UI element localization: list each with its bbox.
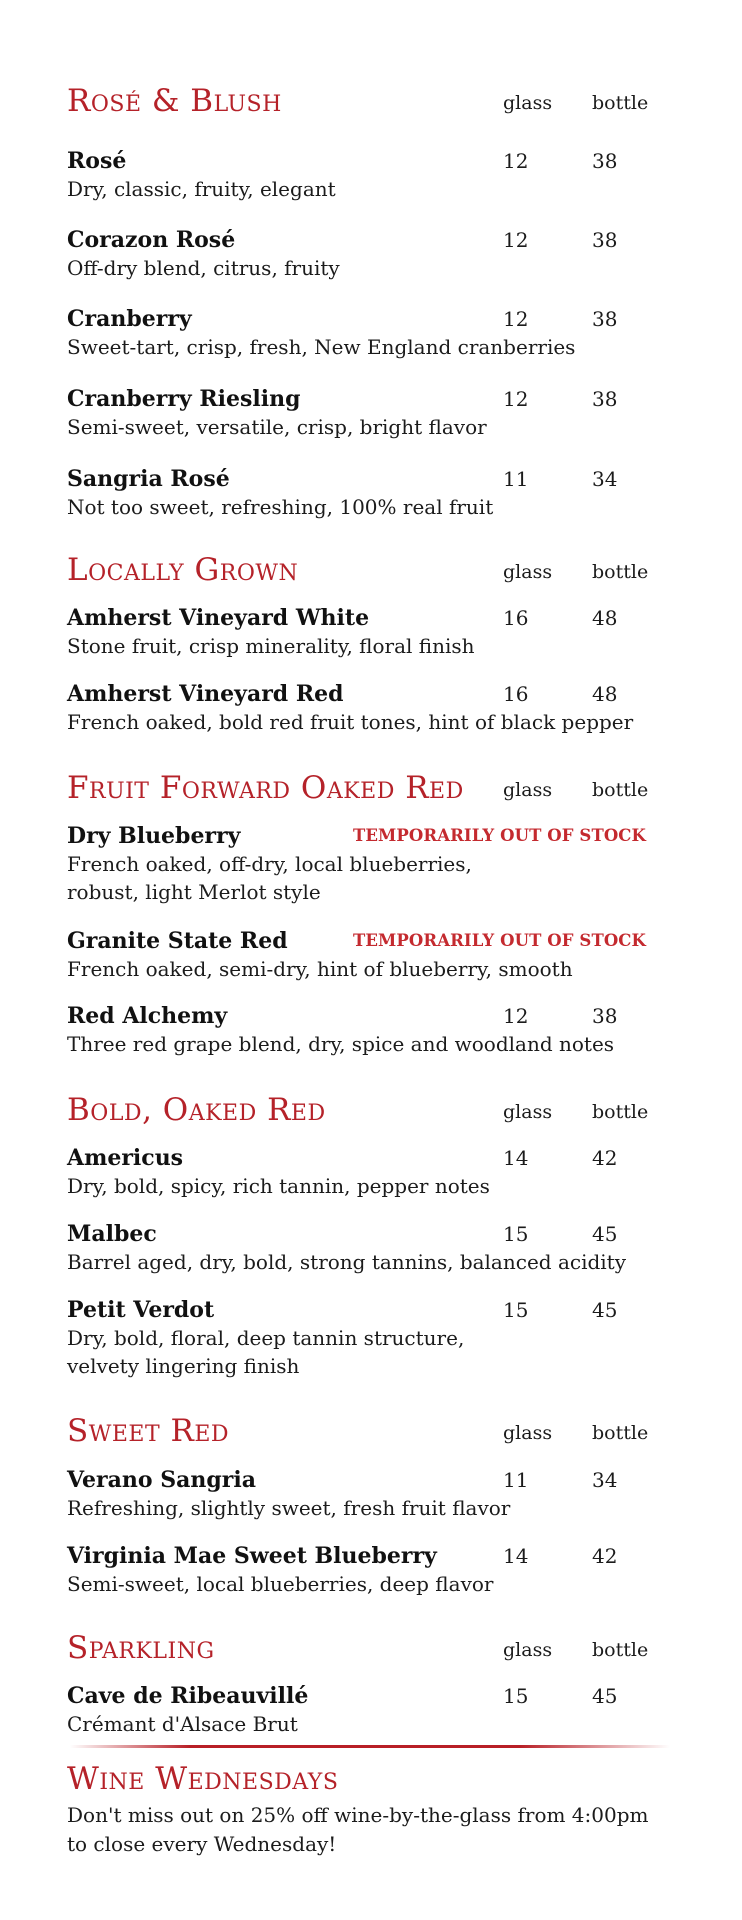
wine-description: Three red grape blend, dry, spice and woodland notes <box>67 1032 615 1056</box>
wine-name: Americus <box>67 1145 184 1171</box>
divider-line <box>70 1745 670 1748</box>
glass-column-header: glass <box>503 1639 553 1661</box>
glass-price: 12 <box>503 149 529 173</box>
glass-price: 12 <box>503 228 529 252</box>
wine-description: velvety lingering finish <box>67 1354 300 1378</box>
bottle-price: 38 <box>592 149 618 173</box>
wine-description: Crémant d'Alsace Brut <box>67 1712 298 1736</box>
bottle-column-header: bottle <box>592 92 649 114</box>
wine-name: Rosé <box>67 148 127 174</box>
stock-status-badge: TEMPORARILY OUT OF STOCK <box>353 826 646 845</box>
glass-price: 14 <box>503 1544 529 1568</box>
bottle-price: 42 <box>592 1146 618 1170</box>
bottle-price: 38 <box>592 1004 618 1028</box>
glass-column-header: glass <box>503 1101 553 1123</box>
wine-description: Off-dry blend, citrus, fruity <box>67 256 340 280</box>
bottle-price: 45 <box>592 1222 618 1246</box>
section-title: Sparkling <box>67 1630 215 1666</box>
wine-name: Red Alchemy <box>67 1003 228 1029</box>
glass-price: 15 <box>503 1298 529 1322</box>
section-title: Bold, Oaked Red <box>67 1092 326 1128</box>
glass-price: 15 <box>503 1222 529 1246</box>
bottle-price: 34 <box>592 467 618 491</box>
wine-description: robust, light Merlot style <box>67 880 321 904</box>
wine-name: Verano Sangria <box>67 1467 256 1493</box>
wine-name: Sangria Rosé <box>67 466 230 492</box>
glass-price: 16 <box>503 682 529 706</box>
bottle-column-header: bottle <box>592 1101 649 1123</box>
wine-name: Corazon Rosé <box>67 227 236 253</box>
bottle-price: 34 <box>592 1468 618 1492</box>
bottle-price: 48 <box>592 682 618 706</box>
wine-description: Semi-sweet, versatile, crisp, bright flavor <box>67 415 487 439</box>
glass-price: 11 <box>503 467 529 491</box>
wine-description: Sweet-tart, crisp, fresh, New England cranberries <box>67 335 576 359</box>
wine-description: Not too sweet, refreshing, 100% real fruit <box>67 495 494 519</box>
glass-column-header: glass <box>503 779 553 801</box>
wine-description: Barrel aged, dry, bold, strong tannins, balanced acidity <box>67 1250 626 1274</box>
section-title: Locally Grown <box>67 552 299 588</box>
bottle-price: 38 <box>592 307 618 331</box>
glass-column-header: glass <box>503 1422 553 1444</box>
glass-column-header: glass <box>503 561 553 583</box>
wine-description: French oaked, off-dry, local blueberries, <box>67 852 472 876</box>
wine-name: Granite State Red <box>67 928 288 954</box>
glass-price: 12 <box>503 1004 529 1028</box>
section-title: Fruit Forward Oaked Red <box>67 770 464 806</box>
glass-column-header: glass <box>503 92 553 114</box>
stock-status-badge: TEMPORARILY OUT OF STOCK <box>353 931 646 950</box>
wine-name: Amherst Vineyard Red <box>67 681 344 707</box>
wine-name: Virginia Mae Sweet Blueberry <box>67 1543 437 1569</box>
bottle-column-header: bottle <box>592 1422 649 1444</box>
glass-price: 14 <box>503 1146 529 1170</box>
promo-text: Don't miss out on 25% off wine-by-the-glass from 4:00pm <box>67 1803 649 1827</box>
wine-name: Cranberry Riesling <box>67 386 301 412</box>
wine-name: Dry Blueberry <box>67 823 241 849</box>
section-title: Rosé & Blush <box>67 83 282 119</box>
wine-name: Petit Verdot <box>67 1297 215 1323</box>
wine-description: Semi-sweet, local blueberries, deep flavor <box>67 1572 494 1596</box>
bottle-price: 38 <box>592 387 618 411</box>
glass-price: 11 <box>503 1468 529 1492</box>
wine-description: French oaked, bold red fruit tones, hint of black pepper <box>67 710 634 734</box>
wine-name: Cave de Ribeauvillé <box>67 1683 309 1709</box>
promo-title: Wine Wednesdays <box>67 1761 339 1797</box>
wine-description: French oaked, semi-dry, hint of blueberry, smooth <box>67 957 573 981</box>
promo-text: to close every Wednesday! <box>67 1832 337 1856</box>
wine-description: Dry, bold, spicy, rich tannin, pepper notes <box>67 1174 490 1198</box>
glass-price: 16 <box>503 606 529 630</box>
wine-name: Cranberry <box>67 306 192 332</box>
bottle-column-header: bottle <box>592 1639 649 1661</box>
section-title: Sweet Red <box>67 1413 230 1449</box>
bottle-price: 48 <box>592 606 618 630</box>
wine-description: Dry, classic, fruity, elegant <box>67 177 336 201</box>
wine-description: Stone fruit, crisp minerality, floral finish <box>67 634 475 658</box>
wine-name: Malbec <box>67 1221 157 1247</box>
bottle-price: 45 <box>592 1684 618 1708</box>
bottle-column-header: bottle <box>592 561 649 583</box>
bottle-price: 42 <box>592 1544 618 1568</box>
glass-price: 15 <box>503 1684 529 1708</box>
bottle-column-header: bottle <box>592 779 649 801</box>
wine-description: Refreshing, slightly sweet, fresh fruit flavor <box>67 1496 511 1520</box>
glass-price: 12 <box>503 387 529 411</box>
bottle-price: 38 <box>592 228 618 252</box>
glass-price: 12 <box>503 307 529 331</box>
wine-name: Amherst Vineyard White <box>67 605 370 631</box>
bottle-price: 45 <box>592 1298 618 1322</box>
wine-description: Dry, bold, floral, deep tannin structure, <box>67 1326 465 1350</box>
